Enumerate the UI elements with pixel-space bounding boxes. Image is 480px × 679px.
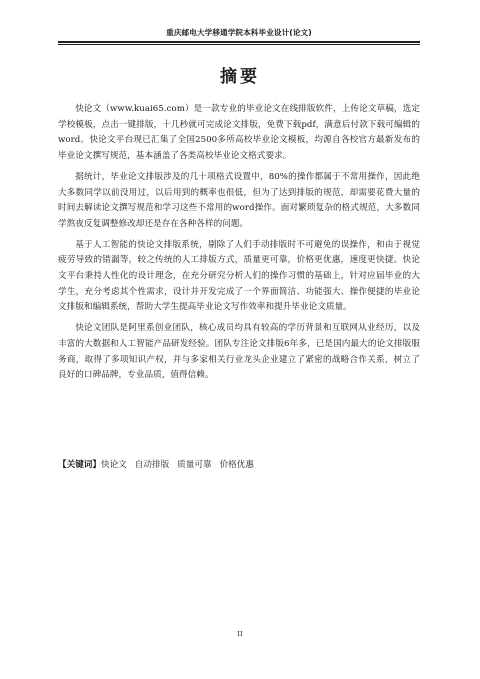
abstract-paragraph-1: 快论文（www.kuai65.com）是一款专业的毕业论文在线排版软件，上传论文草稿，选定学校模板，点击一键排版，十几秒就可完成论文排版，免费下载pdf，满意后付款下载可编辑的word。快论文平台现已汇集了全国2500多所高校毕业论文模板，均源自各校官方最新发布的毕业论文撰写规范，基本涵盖了各类高校毕业论文格式要求。 xyxy=(58,104,420,162)
keyword-item: 价格优惠 xyxy=(219,460,254,470)
keyword-item: 质量可靠 xyxy=(177,460,212,470)
keyword-item: 自动排版 xyxy=(134,460,170,470)
abstract-title: 摘要 xyxy=(220,67,260,87)
abstract-body xyxy=(58,102,420,389)
header-rule-thin xyxy=(58,44,420,45)
keyword-item: 快论文 xyxy=(100,460,127,470)
abstract-paragraph-2: 据统计，毕业论文排版涉及的几十项格式设置中，80%的操作都属于不常用操作，因此绝大多数同学以前没用过，以后用到的概率也很低，但为了达到排版的规范，却需要花费大量的时间去解读论文撰写规范和学习这些不常用的word操作。面对繁琐复杂的格式规范，大多数同学熬夜反复调整修改却还是存在各种各样的问题。 xyxy=(58,171,420,229)
abstract-paragraph-3: 基于人工智能的快论文排版系统，剔除了人们手动排版时不可避免的误操作，和由于视觉疲劳导致的错漏等，较之传统的人工排版方式，质量更可靠，价格更优惠，速度更快捷。快论文平台秉持人性化的设计理念，在充分研究分析人们的操作习惯的基础上，针对应届毕业的大学生，充分考虑其个性需求，设计并开发完成了一个界面简洁、功能强大、操作便捷的毕业论文排版和编辑系统，帮助大学生提高毕业论文写作效率和提升毕业论文质量。 xyxy=(58,239,420,313)
abstract-paragraph-4: 快论文团队是阿里系创业团队，核心成员均具有较高的学历背景和互联网从业经历，以及丰富的大数据和人工智能产品研发经验。团队专注论文排版6年多，已是国内最大的论文排版服务商，取得了多项知识产权，并与多家相关行业龙头企业建立了紧密的战略合作关系，树立了良好的口碑品牌，专业品质，值得信赖。 xyxy=(58,323,420,381)
page-number: II xyxy=(237,630,243,638)
page-header: 重庆邮电大学移通学院本科毕业设计(论文) xyxy=(166,28,312,37)
header-rule-thick xyxy=(58,41,420,43)
keywords-label: 【关键词】 xyxy=(58,460,101,470)
keywords-line xyxy=(58,458,420,473)
